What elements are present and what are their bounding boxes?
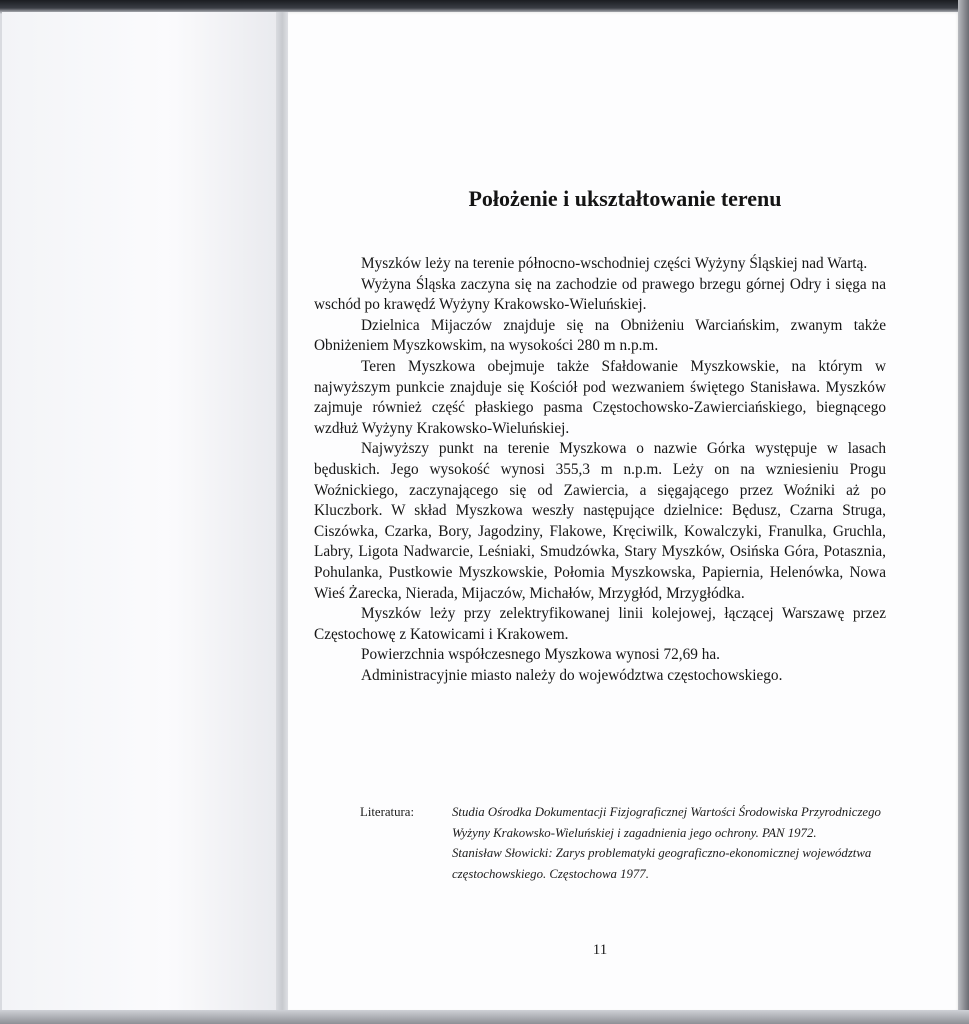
paragraph: Myszków leży przy zelektryfikowanej linii kolejowej, łączącej Warszawę przez Częstochowę z Katowicami i Krakowem.: [314, 605, 886, 643]
body-text: [314, 254, 886, 686]
left-page: [2, 12, 278, 1012]
chapter-title: Położenie i ukształtowanie terenu: [468, 186, 782, 211]
page-edge-right: [958, 0, 969, 1024]
paragraph: Powierzchnia współczesnego Myszkowa wynosi 72,69 ha.: [361, 646, 720, 664]
paragraph: Dzielnica Mijaczów znajduje się na Obniżeniu Warciańskim, zwanym także Obniżeniem Myszkowskim, na wysokości 280 m n.p.m.: [314, 316, 886, 355]
literature-entry: Studia Ośrodka Dokumentacji Fizjograficznej Wartości Środowiska Przyrodniczego Wyżyny Krakowsko-Wieluńskiej i zagadnienia jego ochrony. PAN 1972.: [452, 805, 881, 840]
paragraph: Myszków leży na terenie północno-wschodniej części Wyżyny Śląskiej nad Wartą.: [361, 255, 868, 272]
page-edge-bottom: [0, 1010, 969, 1024]
paragraph: Administracyjnie miasto należy do województwa częstochowskiego.: [361, 666, 783, 684]
literature-entry: Stanisław Słowicki: Zarys problematyki geograficzno-ekonomicznej województwa częstochowskiego. Częstochowa 1977.: [452, 846, 872, 881]
paragraph: Teren Myszkowa obejmuje także Sfałdowanie Myszkowskie, na którym w najwyższym punkcie znajduje się Kościół pod wezwaniem świętego Stanisława. Myszków zajmuje również część płaskiego pasma Częstochowsko-Zawierciańskiego, biegnącego wzdłuż Wyżyny Krakowsko-Wieluńskiej.: [314, 357, 886, 437]
paragraph: Wyżyna Śląska zaczyna się na zachodzie od prawego brzegu górnej Odry i sięga na wschód po krawędź Wyżyny Krakowsko-Wieluńskiej.: [314, 275, 886, 314]
literature-list: [452, 802, 888, 884]
page-number: 11: [592, 942, 608, 958]
paragraph: Najwyższy punkt na terenie Myszkowa o nazwie Górka występuje w lasach będuskich. Jego wysokość wynosi 355,3 m n.p.m. Leży on na wzniesieniu Progu Woźnickiego, zaczynającego się od Zawiercia, a sięgającego przez Woźniki aż po Kluczbork. W skład Myszkowa weszły następujące dzielnice: Będusz, Czarna Struga, Ciszówka, Czarka, Bory, Jagodziny, Flakowe, Kręciwilk, Kowalczyki, Franulka, Gruchla, Labry, Ligota Nadwarcie, Leśniaki, Smudzówka, Stary Myszków, Osińska Góra, Potasznia, Pohulanka, Pustkowie Myszkowskie, Połomia Myszkowska, Papiernia, Helenówka, Nowa Wieś Żarecka, Nierada, Mijaczów, Michałów, Mrzygłód, Mrzygłódka.: [314, 440, 886, 602]
literature-label: Literatura:: [360, 805, 414, 819]
